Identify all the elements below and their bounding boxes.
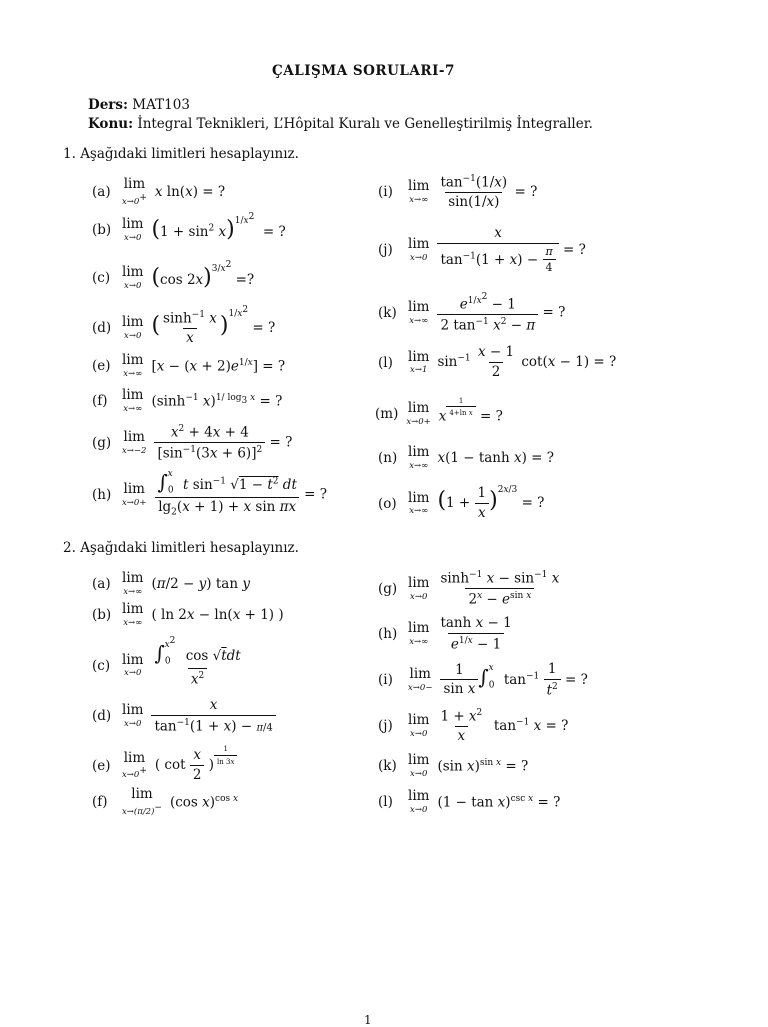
q1-item-a bbox=[92, 178, 225, 206]
limit: lim x→(π/2)− bbox=[122, 786, 162, 817]
limit: lim x→∞ bbox=[408, 178, 430, 205]
ders-value: MAT103 bbox=[132, 97, 190, 113]
course-line bbox=[88, 97, 190, 113]
limit: lim x→0 bbox=[408, 236, 430, 263]
limit: lim x→0+ bbox=[122, 481, 147, 508]
expression: ( $\frac{\sinh^{-1} x}{x}$ )$^{1/x^2}$ = ? bbox=[151, 305, 276, 347]
limit: lim x→0 bbox=[408, 575, 430, 602]
item-label: (l) bbox=[378, 354, 393, 371]
expression: $\frac{1 + x^2}{x}$ $\tan^{-1} x$ = ? bbox=[440, 708, 569, 745]
question-2-number: 2. bbox=[63, 540, 76, 556]
limit: lim x→∞ bbox=[122, 352, 144, 379]
expression: x(1 − tanh x) = ? bbox=[437, 450, 554, 466]
item-label: (n) bbox=[378, 450, 398, 466]
item-label: (h) bbox=[378, 626, 398, 643]
limit: lim x→−2 bbox=[122, 429, 147, 456]
item-label: (e) bbox=[92, 757, 111, 774]
question-2-heading bbox=[63, 540, 299, 556]
item-label: (j) bbox=[378, 242, 393, 259]
q1-item-n bbox=[378, 446, 554, 470]
q1-item-c bbox=[92, 259, 255, 291]
konu-label: Konu: bbox=[88, 116, 134, 132]
page-number: 1 bbox=[364, 1013, 372, 1027]
expression: x $^{\frac{1}{\text{4+ln x}}}$ = ? bbox=[438, 397, 503, 425]
q1-item-b bbox=[92, 211, 286, 243]
limit: lim x→0 bbox=[408, 752, 430, 779]
expression: $\frac{x}{\tan^{-1}(1 + x) - \pi/4}$ bbox=[151, 698, 275, 735]
limit: lim x→0 bbox=[122, 216, 144, 243]
item-label: (c) bbox=[92, 270, 111, 286]
item-label: (d) bbox=[92, 320, 112, 337]
q2-item-k bbox=[378, 754, 528, 778]
question-1-number: 1. bbox=[63, 146, 76, 162]
limit: lim x→0 bbox=[408, 788, 430, 815]
item-label: (f) bbox=[92, 793, 108, 810]
topic-line bbox=[88, 116, 593, 132]
q2-item-d bbox=[92, 698, 276, 735]
item-label: (o) bbox=[378, 495, 397, 512]
item-label: (i) bbox=[378, 672, 393, 689]
limit: lim x→0+ bbox=[406, 400, 431, 427]
q2-item-h bbox=[378, 616, 515, 653]
q1-item-g bbox=[92, 424, 292, 462]
limit: lim x→1 bbox=[408, 348, 430, 376]
q2-item-g bbox=[378, 570, 562, 608]
q1-item-e bbox=[92, 354, 285, 378]
item-label: (c) bbox=[92, 657, 111, 674]
item-label: (a) bbox=[92, 576, 111, 592]
limit: lim x→∞ bbox=[122, 601, 144, 628]
item-label: (d) bbox=[92, 708, 112, 725]
expression: $\frac{e^{1/x^2} - 1}{2 \tan^{-1} x^2 - \pi}$ = ? bbox=[437, 292, 565, 334]
expression: $\frac{x^2 + 4x + 4}{[\sin^{-1}(3x + 6)]^2}$ = ? bbox=[154, 424, 292, 462]
expression: (1 + $\frac{1}{x}$ )$^{2x/3}$ = ? bbox=[437, 484, 545, 521]
expression: $\frac{1}{\text{sin x}}$ $\int_0^x$ $\tan^{-1}$ $\frac{1}{t^2}$ = ? bbox=[440, 662, 587, 699]
limit: lim x→0 bbox=[122, 651, 144, 679]
konu-value: İntegral Teknikleri, L’Hôpital Kuralı ve Genelleştirilmiş İntegraller. bbox=[137, 116, 593, 132]
expression: $\sin^{-1}$ $\frac{x - 1}{2}$ cot(x − 1) = ? bbox=[437, 344, 617, 380]
expression: x ln(x) = ? bbox=[154, 183, 226, 200]
q1-item-j bbox=[378, 226, 586, 275]
question-1-heading bbox=[63, 146, 299, 162]
item-label: (m) bbox=[375, 406, 399, 422]
item-label: (b) bbox=[92, 222, 112, 238]
q1-item-o bbox=[378, 486, 544, 521]
q1-item-i bbox=[378, 174, 537, 211]
limit: lim x→∞ bbox=[408, 489, 430, 517]
limit: lim x→0+ bbox=[122, 176, 147, 207]
q1-item-l bbox=[378, 345, 616, 380]
q2-item-f bbox=[92, 788, 238, 816]
expression: (sin x)$^{sin x}$ = ? bbox=[437, 757, 529, 775]
expression: ( cot $\frac{x}{2}$ ) $^{\frac{1}{\ln 3x}}$ bbox=[155, 748, 238, 783]
page-title: ÇALIŞMA SORULARI-7 bbox=[272, 63, 455, 79]
q1-item-f bbox=[92, 389, 282, 413]
q1-item-k bbox=[378, 292, 565, 334]
q2-item-e bbox=[92, 745, 237, 783]
expression: ($\sinh^{-1}$ x)$^{1/ log_3 x}$ = ? bbox=[151, 392, 283, 410]
item-label: (f) bbox=[92, 393, 108, 409]
item-label: (l) bbox=[378, 794, 393, 810]
limit: lim x→0 bbox=[122, 264, 144, 291]
expression: ( ln 2x − ln(x + 1) ) bbox=[151, 607, 284, 623]
ders-label: Ders: bbox=[88, 97, 128, 113]
q2-item-i bbox=[378, 662, 588, 699]
q1-item-h bbox=[92, 468, 328, 518]
expression: $\frac{\text{tanh x − 1}}{e^{1/x} - 1}$ bbox=[440, 615, 512, 653]
expression: $(1 + \sin^2 x)^{1/x^2}$ = ? bbox=[151, 211, 286, 242]
expression: $\frac{\sinh^{-1} x - \sin^{-1} x}{2^x - e^{sin x}}$ bbox=[440, 570, 560, 608]
q2-item-a bbox=[92, 572, 250, 596]
item-label: (e) bbox=[92, 358, 111, 374]
question-2-text: Aşağıdaki limitleri hesaplayınız. bbox=[80, 540, 299, 556]
q2-item-l bbox=[378, 790, 560, 814]
q2-item-b bbox=[92, 603, 284, 627]
expression: $\frac{\int_0^x t \sin^{-1} √1 - t^2 dt}{\lg_2(x + 1) + x \sin \pi x}$ = ? bbox=[154, 472, 327, 518]
q1-item-m bbox=[375, 397, 503, 427]
limit: lim x→0− bbox=[408, 666, 433, 693]
item-label: (k) bbox=[378, 758, 397, 774]
item-label: (b) bbox=[92, 607, 112, 623]
expression: $[x - (x + 2)e^{1/x}]$ = ? bbox=[151, 357, 286, 375]
expression: x $\tan^{-1}(1 + x)$ − $\frac{\pi}{4}$ = ? bbox=[437, 226, 585, 275]
limit: lim x→∞ bbox=[408, 299, 430, 326]
q1-item-d bbox=[92, 305, 276, 347]
expression: (cos x)$^{cos x}$ bbox=[169, 793, 239, 811]
limit: lim x→∞ bbox=[122, 570, 144, 597]
item-label: (j) bbox=[378, 718, 393, 735]
limit: lim x→0 bbox=[122, 702, 144, 729]
item-label: (g) bbox=[92, 435, 112, 452]
question-1-text: Aşağıdaki limitleri hesaplayınız. bbox=[80, 146, 299, 162]
item-label: (h) bbox=[92, 487, 112, 504]
expression: $\frac{\tan^{-1}(1/x)}{\sin(1/x)}$ = ? bbox=[440, 174, 538, 211]
limit: lim x→0 bbox=[122, 314, 144, 341]
expression: (cos 2x)$^{3/x^2}$ =? bbox=[151, 259, 255, 290]
limit: lim x→∞ bbox=[408, 444, 430, 471]
item-label: (a) bbox=[92, 183, 111, 200]
q2-item-c bbox=[92, 635, 244, 688]
limit: lim x→∞ bbox=[408, 620, 430, 647]
item-label: (i) bbox=[378, 184, 393, 201]
limit: lim x→0+ bbox=[122, 749, 147, 780]
expression: $\int_0^{x^2}$ cos √tdt $x^2$ bbox=[154, 635, 241, 688]
q2-item-j bbox=[378, 708, 568, 745]
limit: lim x→0 bbox=[408, 712, 430, 739]
item-label: (k) bbox=[378, 305, 397, 322]
item-label: (g) bbox=[378, 581, 398, 598]
expression: (π/2 − y) tan y bbox=[151, 576, 250, 592]
limit: lim x→∞ bbox=[122, 387, 144, 414]
expression: $(1 - \tan x)^{csc x}$ = ? bbox=[437, 793, 561, 811]
